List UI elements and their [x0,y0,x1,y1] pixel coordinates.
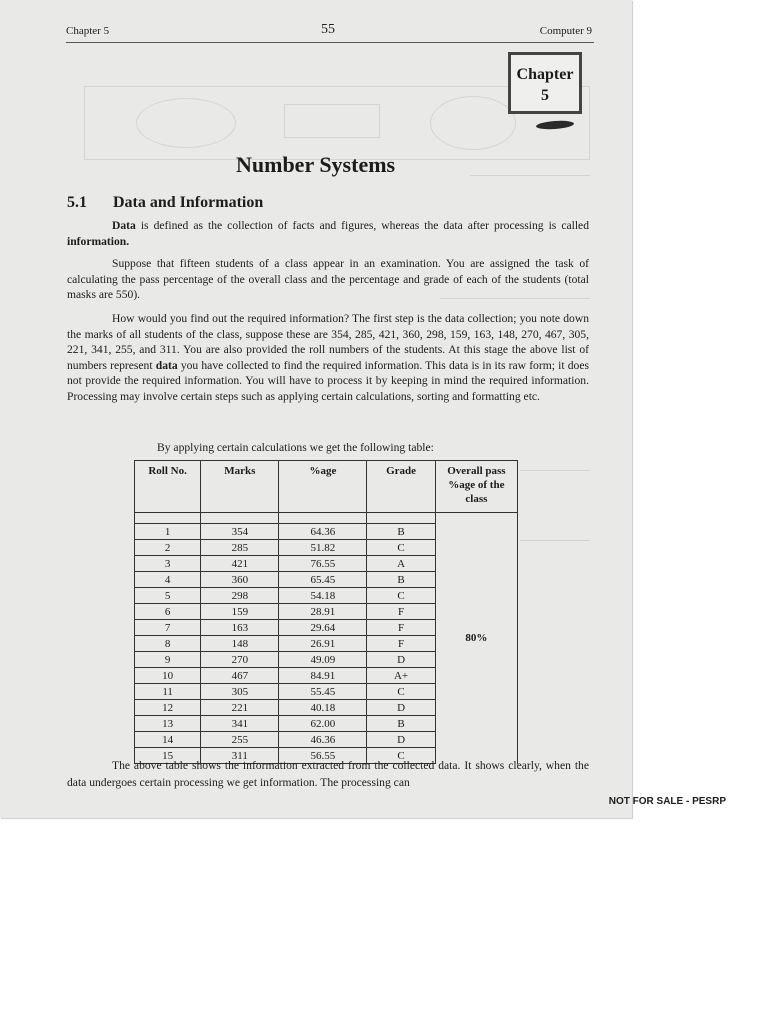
cell-marks: 311 [201,748,279,764]
cell-grade: A [367,556,435,572]
closing-paragraph: The above table shows the information extracted from the collected data. It shows clearly, when the data undergoes certain processing we get information. The processing can [67,759,589,789]
cell-percentage: 51.82 [279,540,367,556]
cell-grade: D [367,732,435,748]
bleed-through-line [520,540,590,541]
cell-percentage: 49.09 [279,652,367,668]
cell-percentage: 56.55 [279,748,367,764]
table-header-row [135,461,518,513]
cell-roll-no: 1 [135,524,201,540]
cell-roll-no: 10 [135,668,201,684]
table-spacer-row [135,513,518,524]
cell-roll-no: 12 [135,700,201,716]
term-data-inline: data [155,358,178,372]
table-spacer-cell [135,513,201,524]
col-header-percentage: %age [279,461,367,513]
cell-roll-no: 8 [135,636,201,652]
cell-grade: B [367,572,435,588]
cell-roll-no: 13 [135,716,201,732]
col-header-grade: Grade [367,461,435,513]
paragraph-processing [67,311,589,405]
cell-percentage: 54.18 [279,588,367,604]
cell-marks: 255 [201,732,279,748]
cell-roll-no: 2 [135,540,201,556]
cell-marks: 270 [201,652,279,668]
cell-grade: A+ [367,668,435,684]
results-table [134,460,518,764]
cell-percentage: 28.91 [279,604,367,620]
cell-percentage: 65.45 [279,572,367,588]
term-data: Data [112,219,136,232]
cell-roll-no: 14 [135,732,201,748]
col-header-roll: Roll No. [135,461,201,513]
cell-roll-no: 3 [135,556,201,572]
cell-roll-no: 9 [135,652,201,668]
cell-marks: 163 [201,620,279,636]
cell-grade: B [367,716,435,732]
not-for-sale-label: NOT FOR SALE - PESRP [608,796,726,807]
cell-marks: 159 [201,604,279,620]
cell-marks: 305 [201,684,279,700]
col-header-overall: Overall pass %age of the class [435,461,517,513]
paragraph-scenario: Suppose that fifteen students of a class appear in an examination. You are assigned the task of calculating the pass percentage of the overall class and the percentage and grade of each of the students (total masks are 550). [67,257,589,302]
page-header [66,22,592,39]
chapter-title: Number Systems [236,152,396,177]
cell-roll-no: 5 [135,588,201,604]
paragraph-definition [67,218,589,249]
bleed-through-line [470,175,590,176]
cell-grade: D [367,700,435,716]
col-header-marks: Marks [201,461,279,513]
bleed-through-line [520,470,590,471]
cell-grade: B [367,524,435,540]
cell-percentage: 64.36 [279,524,367,540]
definition-text: is defined as the collection of facts and figures, whereas the data after processing is called [135,219,589,232]
cell-grade: C [367,684,435,700]
cell-percentage: 62.00 [279,716,367,732]
cell-grade: F [367,604,435,620]
cell-grade: D [367,652,435,668]
chapter-badge [508,52,582,114]
cell-percentage: 29.64 [279,620,367,636]
table-caption: By applying certain calculations we get the following table: [157,441,434,454]
overall-pass-percentage: 80% [435,513,517,764]
cell-grade: C [367,748,435,764]
term-information: information. [67,234,130,248]
cell-percentage: 40.18 [279,700,367,716]
cell-roll-no: 4 [135,572,201,588]
table-spacer-cell [201,513,279,524]
processing-text-b: you have collected to find the required information. This data is in its raw form; it does not provide the required information. You will have to process it by keeping in mind the required information. Processing may involve certain steps such as applying certain calculations, sorting and formatting etc. [67,358,589,403]
cell-roll-no: 7 [135,620,201,636]
header-chapter: Chapter 5 [66,25,110,37]
cell-marks: 360 [201,572,279,588]
cell-marks: 148 [201,636,279,652]
cell-roll-no: 15 [135,748,201,764]
cell-percentage: 46.36 [279,732,367,748]
cell-roll-no: 6 [135,604,201,620]
cell-grade: C [367,588,435,604]
cell-grade: C [367,540,435,556]
table-body [135,513,518,764]
cell-grade: F [367,620,435,636]
cell-roll-no: 11 [135,684,201,700]
cell-percentage: 26.91 [279,636,367,652]
cell-marks: 285 [201,540,279,556]
cell-marks: 354 [201,524,279,540]
cell-percentage: 55.45 [279,684,367,700]
cell-marks: 467 [201,668,279,684]
section-number: 5.1 [67,194,87,211]
cell-percentage: 84.91 [279,668,367,684]
cell-marks: 421 [201,556,279,572]
table-spacer-cell [279,513,367,524]
cell-percentage: 76.55 [279,556,367,572]
chapter-badge-label: Chapter [516,66,574,83]
page-number: 55 [321,22,335,37]
cell-marks: 221 [201,700,279,716]
cell-grade: F [367,636,435,652]
chapter-badge-number: 5 [541,87,549,104]
cell-marks: 298 [201,588,279,604]
cell-marks: 341 [201,716,279,732]
processing-text-a: How would you find out the required information? The first step is the data collection; you note down the marks of all students of the class, suppose these are 354, 285, 421, 360, 298, 159, 163, 148, 270, 467, 305, 221, 341, 255, and 311. You are also provided the roll numbers of the students. At this stage the above list of numbers represent [67,312,589,372]
header-rule [66,42,594,43]
section-title: Data and Information [113,194,264,211]
table-spacer-cell [367,513,435,524]
header-book-title: Computer 9 [539,25,592,37]
